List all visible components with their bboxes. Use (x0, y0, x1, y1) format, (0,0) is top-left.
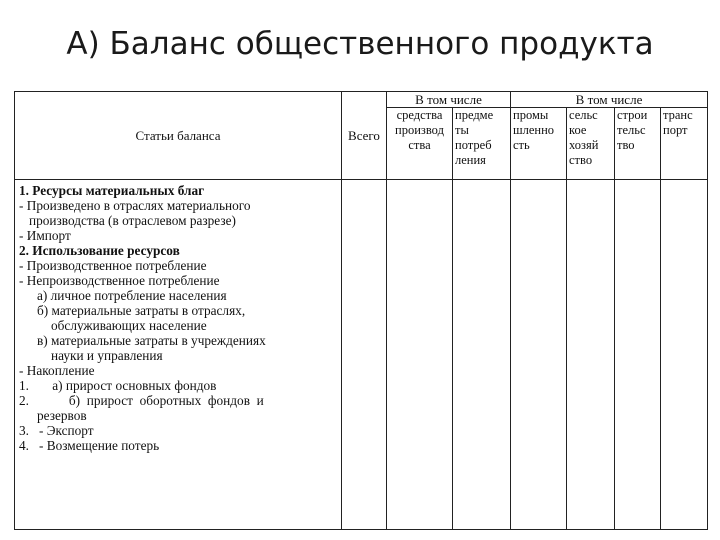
header-g1c1 (387, 108, 453, 180)
cell-g2c2 (567, 180, 615, 530)
balance-table (14, 91, 708, 530)
header-g1c2-line: ления (455, 153, 486, 167)
item-line: 2. Использование ресурсов (19, 243, 180, 258)
header-g1c2-line: предме (455, 108, 494, 122)
header-g2c3-line: тво (617, 138, 635, 152)
header-g1c2 (453, 108, 511, 180)
header-g1c1-line: ства (408, 138, 431, 152)
item-line: б) материальные затраты в отраслях, (37, 303, 246, 318)
item-line: 4. - Возмещение потерь (19, 438, 160, 453)
slide-title: А) Баланс общественного продукта (66, 26, 654, 62)
header-g2c1-line: промы (513, 108, 549, 122)
item-line: - Произведено в отраслях материального (19, 198, 251, 213)
header-g2c3 (615, 108, 661, 180)
header-g2c4 (661, 108, 708, 180)
header-g1c1-line: средства (396, 108, 443, 122)
item-line: - Импорт (19, 228, 71, 243)
header-g2c1 (511, 108, 567, 180)
cell-g1c1 (387, 180, 453, 530)
header-g2c3-line: тельс (617, 123, 646, 137)
header-g2c2-line: хозяй (569, 138, 599, 152)
item-line: науки и управления (51, 348, 163, 363)
cell-g2c1 (511, 180, 567, 530)
header-g2c2 (567, 108, 615, 180)
item-line: в) материальные затраты в учреждениях (37, 333, 266, 348)
cell-g2c4 (661, 180, 708, 530)
header-g2c1-line: сть (513, 138, 530, 152)
item-line: 2. б) прирост оборотных фондов и (19, 393, 264, 408)
header-g2c4-line: порт (663, 123, 688, 137)
cell-g1c2 (453, 180, 511, 530)
header-g1c2-line: потреб (455, 138, 492, 152)
header-g2c3-line: строи (617, 108, 648, 122)
item-line: резервов (37, 408, 87, 423)
header-items: Статьи баланса (15, 92, 342, 180)
header-row-1 (15, 92, 708, 108)
header-g2c4-line: транс (663, 108, 693, 122)
group2-header: В том числе (511, 92, 708, 108)
item-line: - Производственное потребление (19, 258, 207, 273)
item-line: 3. - Экспорт (19, 423, 94, 438)
group1-header: В том числе (387, 92, 511, 108)
item-line: производства (в отраслевом разрезе) (29, 213, 236, 228)
header-g2c2-line: сельс (569, 108, 598, 122)
header-g2c2-line: кое (569, 123, 587, 137)
items-cell (15, 180, 342, 530)
item-line: обслуживающих население (51, 318, 207, 333)
header-g1c1-line: производ (395, 123, 444, 137)
item-line: 1. Ресурсы материальных благ (19, 183, 205, 198)
header-g1c2-line: ты (455, 123, 469, 137)
header-g2c2-line: ство (569, 153, 593, 167)
item-line: а) личное потребление населения (37, 288, 227, 303)
cell-total (342, 180, 387, 530)
header-g2c1-line: шленно (513, 123, 555, 137)
body-row (15, 180, 708, 530)
cell-g2c3 (615, 180, 661, 530)
header-total: Всего (342, 92, 387, 180)
item-line: - Накопление (19, 363, 95, 378)
item-line: - Непроизводственное потребление (19, 273, 220, 288)
item-line: 1. а) прирост основных фондов (19, 378, 217, 393)
